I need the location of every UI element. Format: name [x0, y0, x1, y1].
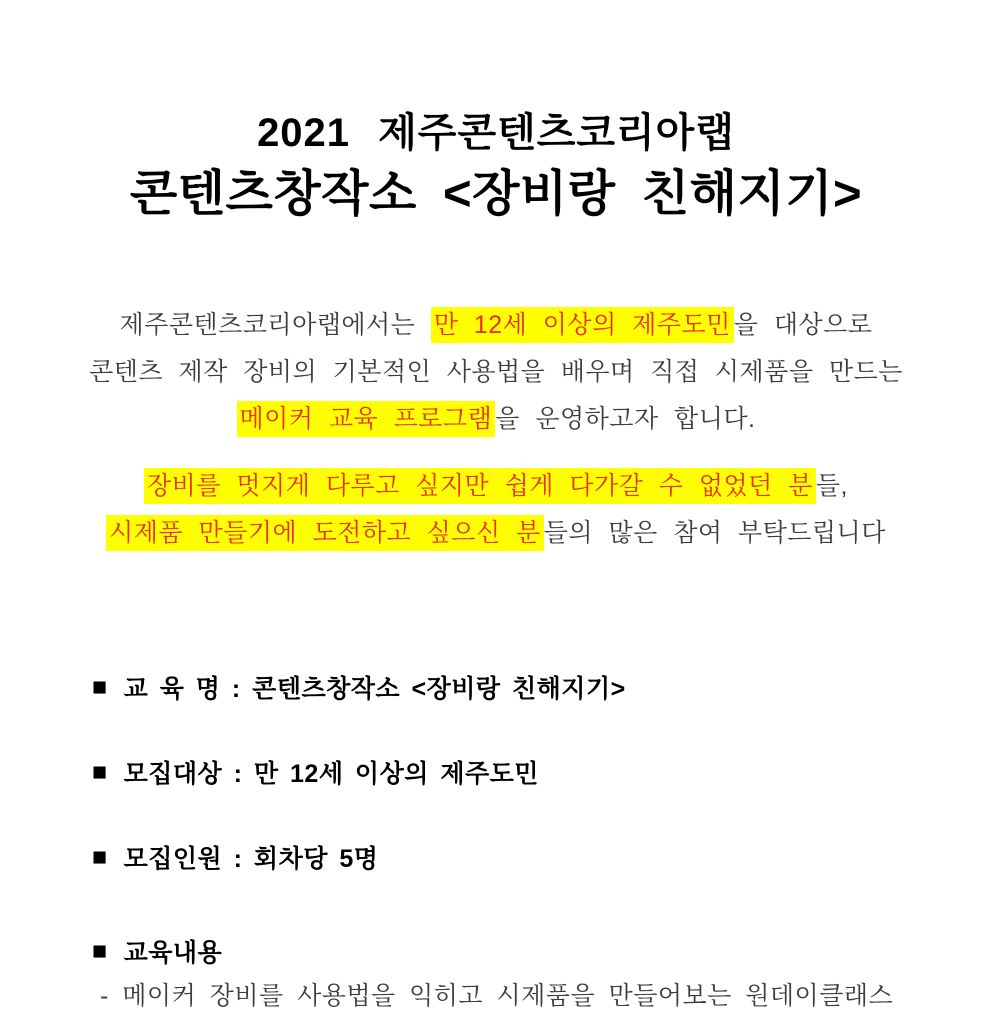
detail-item-capacity — [92, 842, 932, 872]
detail-item-education-name — [92, 672, 932, 702]
callout-line2-highlight: 시제품 만들기에 도전하고 싶으신 분 — [106, 515, 544, 551]
callout-line-1 — [0, 463, 992, 510]
intro-line-3 — [0, 396, 992, 443]
callout-paragraph — [0, 463, 992, 557]
detail-item-contents — [92, 936, 932, 966]
detail-label: 모집인원 : 회차당 5명 — [123, 845, 379, 873]
callout-line2-post: 들의 많은 참여 부탁드립니다 — [543, 519, 886, 547]
detail-label: 모집대상 : 만 12세 이상의 제주도민 — [123, 760, 539, 788]
title-block — [0, 0, 992, 222]
black-square-bullet-icon: ■ — [92, 672, 108, 701]
detail-list — [92, 672, 932, 1012]
detail-sub-item: - 메이커 장비를 사용법을 익히고 시제품을 만들어보는 원데이클래스 — [100, 982, 894, 1010]
intro-line1-highlight: 만 12세 이상의 제주도민 — [431, 307, 734, 343]
detail-label: 교육내용 — [123, 939, 223, 967]
callout-line-2 — [0, 510, 992, 557]
black-square-bullet-icon: ■ — [92, 842, 108, 871]
intro-line3-highlight: 메이커 교육 프로그램 — [237, 401, 496, 437]
intro-line-1 — [0, 302, 992, 349]
intro-line3-post: 을 운영하고자 합니다. — [495, 405, 756, 433]
callout-line1-highlight: 장비를 멋지게 다루고 싶지만 쉽게 다가갈 수 없었던 분 — [144, 468, 816, 504]
intro-line1-pre: 제주콘텐츠코리아랩에서는 — [119, 311, 431, 339]
intro-line-2: 콘텐츠 제작 장비의 기본적인 사용법을 배우며 직접 시제품을 만드는 — [89, 358, 903, 386]
page-title-line1: 2021 제주콘텐츠코리아랩 — [257, 111, 735, 155]
callout-line1-post: 들, — [815, 472, 848, 500]
black-square-bullet-icon: ■ — [92, 757, 108, 786]
black-square-bullet-icon: ■ — [92, 936, 108, 965]
page-title-line2: 콘텐츠창작소 <장비랑 친해지기> — [129, 167, 863, 221]
intro-paragraph — [0, 302, 992, 443]
detail-label: 교 육 명 : 콘텐츠창작소 <장비랑 친해지기> — [123, 675, 626, 703]
detail-item-target — [92, 757, 932, 787]
intro-line1-post: 을 대상으로 — [733, 311, 873, 339]
